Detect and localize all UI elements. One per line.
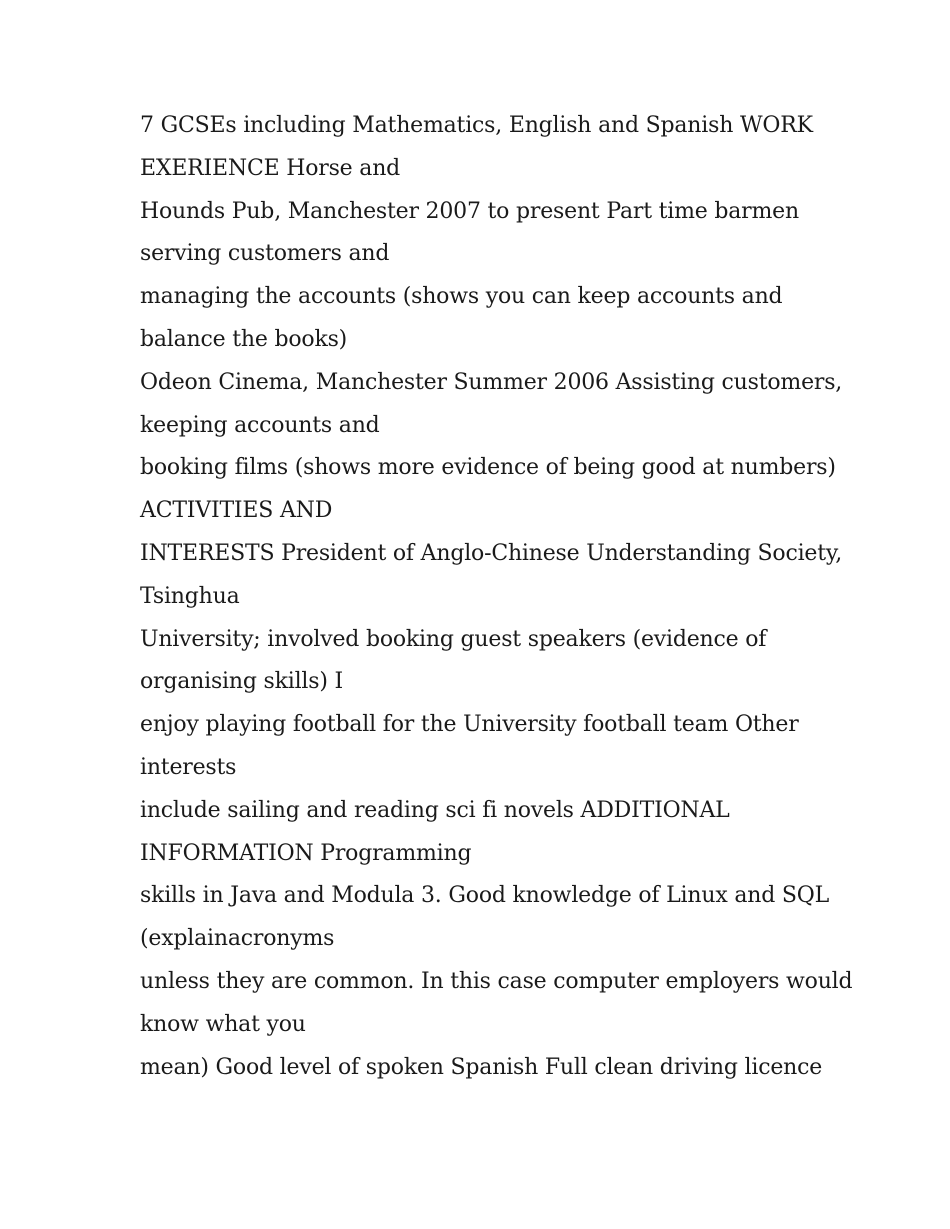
- text-line: EXERIENCE Horse and: [140, 155, 401, 181]
- text-line: University; involved booking guest speakers (evidence of: [140, 626, 767, 652]
- text-line: (explainacronyms: [140, 926, 335, 952]
- text-line: booking films (shows more evidence of being good at numbers): [140, 455, 836, 481]
- text-line: organising skills) I: [140, 669, 344, 695]
- text-line: interests: [140, 754, 237, 780]
- text-line: mean) Good level of spoken Spanish Full clean driving licence: [140, 1054, 823, 1080]
- text-line: unless they are common. In this case computer employers would: [140, 968, 853, 994]
- text-line: 7 GCSEs including Mathematics, English and Spanish WORK: [140, 113, 813, 138]
- text-line: INFORMATION Programming: [140, 840, 472, 866]
- text-line: keeping accounts and: [140, 412, 380, 438]
- text-line: INTERESTS President of Anglo-Chinese Understanding Society,: [140, 540, 842, 566]
- text-line: include sailing and reading sci fi novels ADDITIONAL: [140, 797, 730, 823]
- text-line: skills in Java and Modula 3. Good knowledge of Linux and SQL: [140, 883, 829, 909]
- text-line: managing the accounts (shows you can keep accounts and: [140, 284, 783, 310]
- text-line: Tsinghua: [140, 583, 240, 609]
- document-body: [140, 105, 853, 1089]
- text-line: know what you: [140, 1011, 306, 1037]
- text-line: ACTIVITIES AND: [140, 498, 333, 524]
- text-line: serving customers and: [140, 241, 390, 267]
- text-line: Hounds Pub, Manchester 2007 to present Part time barmen: [140, 198, 799, 224]
- text-line: Odeon Cinema, Manchester Summer 2006 Assisting customers,: [140, 369, 843, 395]
- text-line: enjoy playing football for the University football team Other: [140, 712, 799, 738]
- text-line: balance the books): [140, 326, 348, 352]
